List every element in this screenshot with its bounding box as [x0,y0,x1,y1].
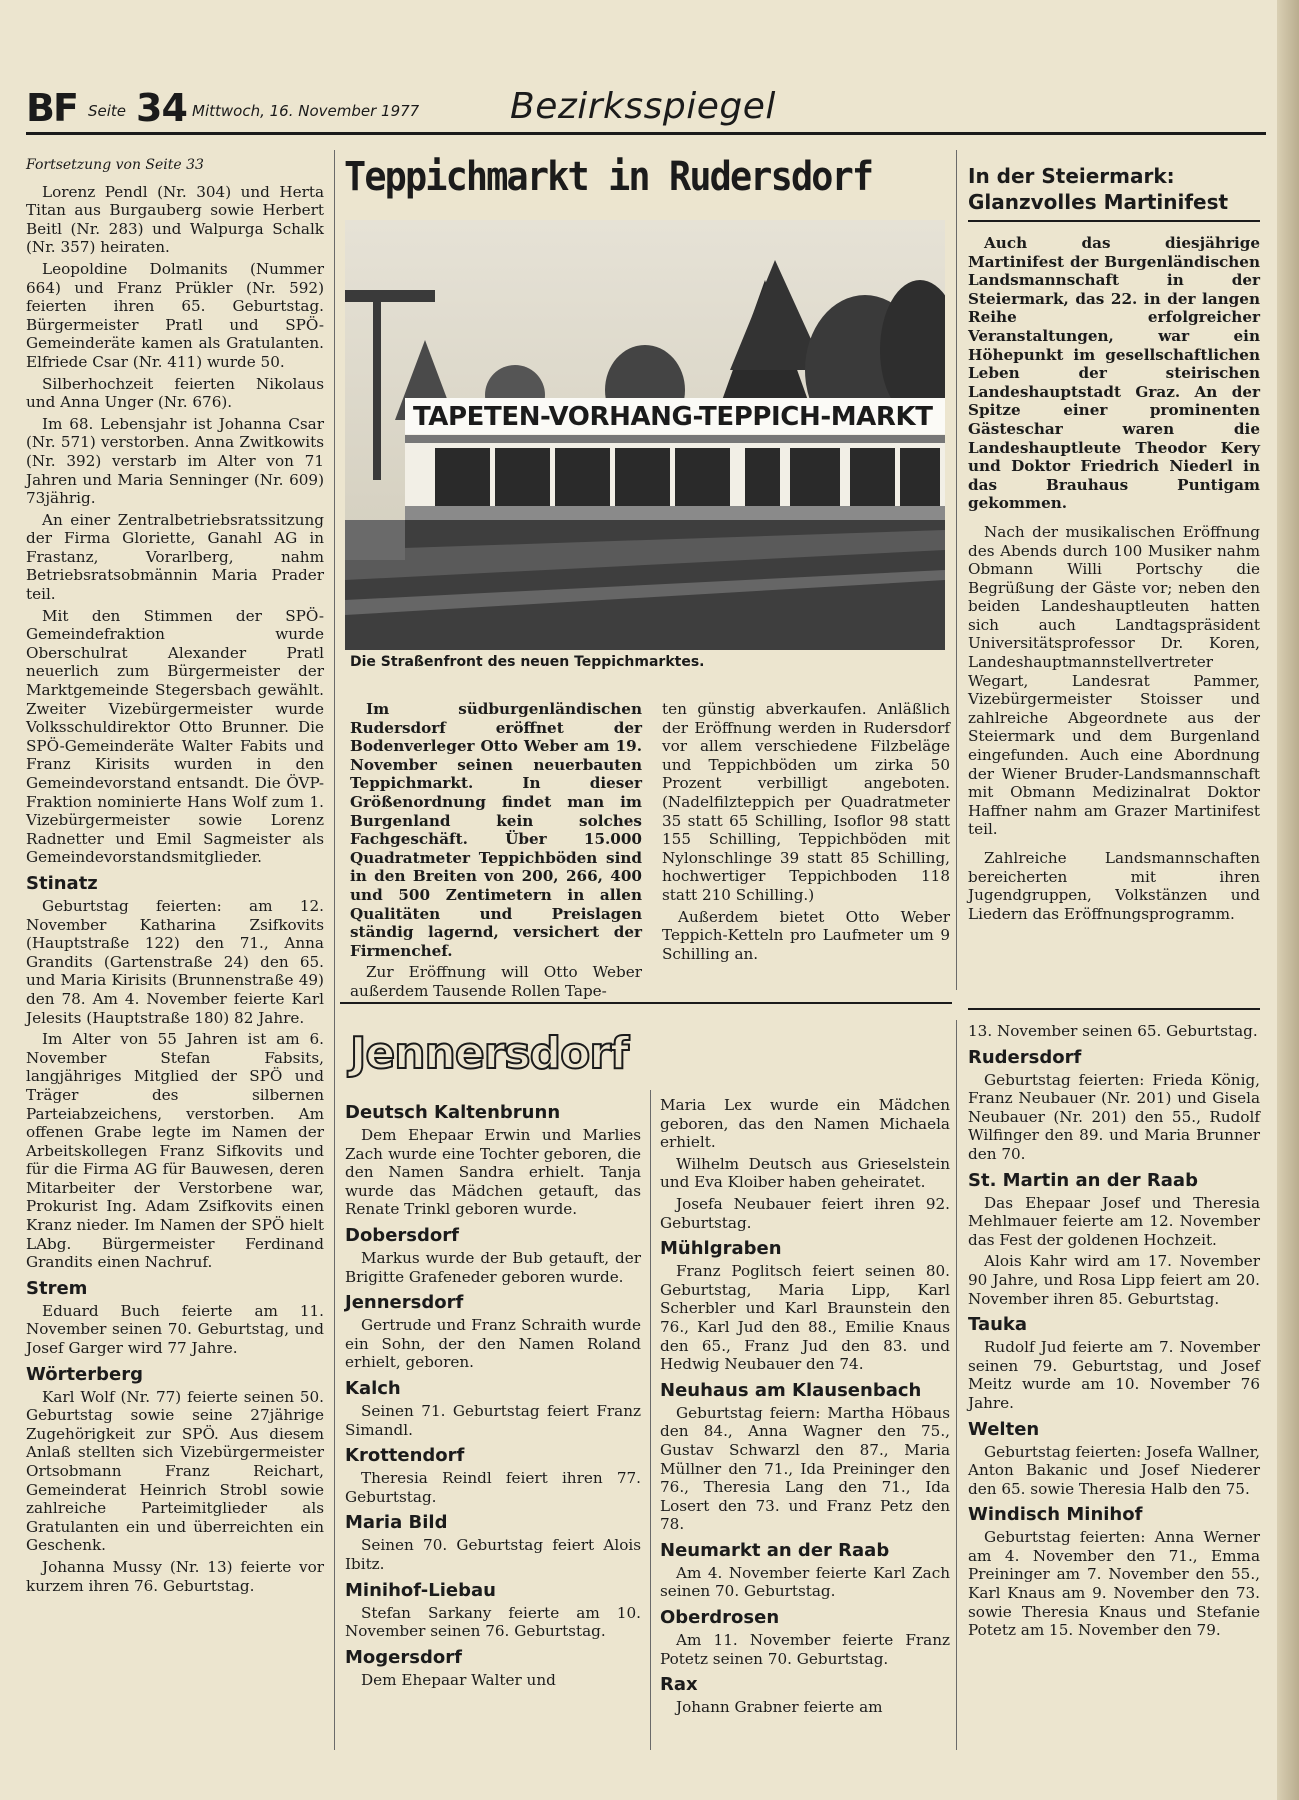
locality-paragraph: Rudolf Jud feierte am 7. November seinen 79. Geburtstag, und Josef Meitz wurde am 10. November 76 Jahre. [968,1338,1260,1412]
locality-paragraph: Seinen 70. Geburtstag feiert Alois Ibitz. [345,1536,641,1573]
right-headline: In der Steiermark: Glanzvolles Martinifest [968,164,1229,214]
article-lead: Im südburgenländischen Rudersdorf eröffnet der Bodenverleger Otto Weber am 19. November seinen neuerbauten Teppichmarkt. In dieser Größenordnung findet man im Burgenland kein solches Fachgeschäft. Über 15.000 Quadratmeter Teppichböden sind in den Breiten von 200, 266, 400 und 500 Zentimetern in allen Qualitäten und Preislagen ständig lagernd, versichert der Firmenchef. [350,700,642,960]
paragraph: Im 68. Lebensjahr ist Johanna Csar (Nr. 571) verstorben. Anna Zwitkowits (Nr. 392) verstarb im Alter von 71 Jahren und Maria Senninger (Nr. 609) 73jährig. [26,414,324,508]
article-paragraph: ten günstig abverkaufen. Anläßlich der Eröffnung werden in Rudersdorf vor allem verschiedene Filzbeläge und Teppichböden um zirka 50 Prozent verbilligt angeboten. (Nadelfilzteppich per Quadratmeter 35 statt 65 Schilling, Isoflor 98 statt 155 Schilling, Teppichböden mit Nylonschlinge 39 statt 85 Schilling, hochwertiger Teppichboden 118 statt 210 Schilling.) [662,700,950,904]
locality-heading: Krottendorf [345,1445,465,1467]
locality-paragraph: Stefan Sarkany feierte am 10. November seinen 76. Geburtstag. [345,1603,641,1641]
page-number: 34 [136,86,187,130]
locality-heading: Welten [968,1418,1040,1440]
locality-paragraph: Dem Ehepaar Walter und [361,1670,556,1689]
locality-paragraph: Das Ehepaar Josef und Theresia Mehlmauer feierte am 12. November das Fest der goldenen Hochzeit. [968,1193,1260,1249]
locality-heading: Deutsch Kaltenbrunn [345,1102,561,1123]
locality-heading: St. Martin an der Raab [968,1169,1198,1191]
left-paragraphs [26,183,324,867]
locality-heading: Jennersdorf [345,1292,464,1314]
locality-heading: Tauka [968,1314,1028,1336]
heading-stinatz: Stinatz [26,872,98,894]
right-lead: Auch das diesjährige Martinifest der Burgenländischen Landsmannschaft in der Steiermark, das 22. in der langen Reihe erfolgreicher Veranstaltungen, war ein Höhepunkt im gesellschaftlichen Leben der steirischen Landeshauptstadt Graz. An der Spitze einer prominenten Gästeschar waren die Landeshauptleute Theodor Kery und Doktor Friedrich Niederl in das Brauhaus Puntigam gekommen. [968,234,1260,513]
right-column [968,234,1260,926]
locality-heading: Kalch [345,1377,401,1399]
locality-paragraph: Geburtstag feierten: Anna Werner am 4. November den 71., Emma Preininger am 7. November den 55., Karl Knaus am 9. November den 73. sowie Theresia Knaus und Stefanie Potetz am 15. November den 79. [968,1528,1260,1640]
column-divider-right [956,150,957,990]
locality-heading: Rudersdorf [968,1046,1082,1068]
paragraph: Lorenz Pendl (Nr. 304) und Herta Titan aus Burgauberg sowie Herbert Beitl (Nr. 283) und Walpurga Schalk (Nr. 357) heiraten. [26,182,324,257]
locality-paragraph: 13. November seinen 65. Geburtstag. [968,1022,1258,1040]
locality-heading: Windisch Minihof [968,1504,1143,1526]
jennersdorf-column-3 [968,1022,1260,1643]
locality-heading: Maria Bild [345,1512,448,1534]
paragraph: Geburtstag feierten: am 12. November Katharina Zsifkovits (Hauptstraße 122) den 71., Anna Grandits (Gartenstraße 24) den 65. und Maria Kirisits (Brunnenstraße 49) den 78. Am 4. November feierte Karl Jelesits (Hauptstraße 180) 82 Jahre. [26,896,324,1027]
locality-paragraph: Seinen 71. Geburtstag feiert Franz Simandl. [345,1401,641,1439]
article-paragraph: Zur Eröffnung will Otto Weber außerdem Tausende Rollen Tape- [350,963,642,1000]
storefront-illustration [345,220,945,650]
jennersdorf-column-1 [345,1096,641,1692]
strem-paragraph: Eduard Buch feierte am 11. November seinen 70. Geburtstag, und Josef Garger wird 77 Jahre. [26,1301,324,1358]
jennersdorf-column-2 [660,1096,950,1720]
locality-heading: Neuhaus am Klausenbach [660,1379,922,1401]
locality-paragraph: Franz Poglitsch feiert seinen 80. Geburtstag, Maria Lipp, Karl Scherbler und Karl Braunstein den 76., Karl Jud den 88., Emilie Knaus den 65., Franz Jud den 83. und Hedwig Neubauer den 74. [660,1262,950,1374]
jennersdorf-banner: Jennersdorf [350,1028,629,1079]
paragraph: Johanna Mussy (Nr. 13) feierte vor kurzem ihren 76. Geburtstag. [26,1557,324,1595]
paragraph: Im Alter von 55 Jahren ist am 6. November Stefan Fabsits, langjähriges Mitglied der SPÖ und Träger des silbernen Parteiabzeichens, verstorben. Am offenen Grabe legte im Namen der Arbeitskollegen Franz Sifkovits und für die Firma AG für Bauwesen, deren Mitarbeiter der Verstorbene war, Prokurist Ing. Adam Zsifkovits einen Kranz nieder. Im Namen der SPÖ hielt LAbg. Bürgermeister Ferdinand Grandits einen Nachruf. [26,1030,324,1272]
locality-paragraph: Markus wurde der Bub getauft, der Brigitte Grafeneder geboren wurde. [345,1248,641,1286]
locality-paragraph: Alois Kahr wird am 17. November 90 Jahre, und Rosa Lipp feiert am 20. November ihren 85. Geburtstag. [968,1252,1260,1308]
locality-heading: Rax [660,1674,698,1696]
locality-heading: Mogersdorf [345,1646,462,1668]
jennersdorf-top-rule [340,1002,952,1004]
heading-strem: Strem [26,1277,88,1299]
locality-paragraph: Dem Ehepaar Erwin und Marlies Zach wurde eine Tochter geboren, die den Namen Sandra erhielt. Tanja wurde das Mädchen getauft, das Renate Trinkl geboren wurde. [345,1126,641,1219]
woerterberg-paragraphs [26,1388,324,1596]
right-bottom-rule [968,1008,1260,1010]
locality-paragraph: Theresia Reindl feiert ihren 77. Geburtstag. [345,1469,641,1506]
header-rule [26,132,1266,135]
article-headline: Teppichmarkt in Rudersdorf [344,154,873,200]
page-label: Seite [88,102,127,120]
issue-date: Mittwoch, 16. November 1977 [192,102,420,120]
section-title: Bezirksspiegel [510,86,776,127]
locality-paragraph: Am 11. November feierte Franz Potetz seinen 70. Geburtstag. [660,1631,950,1668]
locality-paragraph: Wilhelm Deutsch aus Grieselstein und Eva Kloiber haben geheiratet. [660,1154,950,1192]
right-paragraph: Nach der musikalischen Eröffnung des Abends durch 100 Musiker nahm Obmann Willi Portschy die Begrüßung der Gäste vor; neben den beiden Landeshauptleuten hatten sich auch Landtagspräsident Universitätsprofessor Dr. Koren, Landeshauptmannstellvertreter Wegart, Landesrat Pammer, Vizebürgermeister Stoisser und zahlreiche Abgeordnete aus der Steiermark und dem Burgenland eingefunden. Auch eine Abordnung der Wiener Bruder-Landsmannschaft mit Obmann Medizinalrat Doktor Haffner nahm am Grazer Martinifest teil. [968,522,1260,839]
paragraph: Mit den Stimmen der SPÖ-Gemeindefraktion wurde Oberschulrat Alexander Pratl neuerlich zum Bürgermeister der Marktgemeinde Stegersbach gewählt. Zweiter Vizebürgermeister wurde Volksschuldirektor Otto Brunner. Die SPÖ-Gemeinderäte Walter Fabits und Franz Kirisits wurden in den Gemeindevorstand entsandt. Die ÖVP-Fraktion nominierte Hans Wolf zum 1. Vizebürgermeister sowie Lorenz Radnetter und Emil Sagmeister als Gemeindevorstandsmitglieder. [26,606,324,867]
jennersdorf-divider-2 [956,1020,957,1750]
locality-heading: Oberdrosen [660,1607,780,1629]
locality-paragraph: Geburtstag feierten: Josefa Wallner, Anton Bakanic und Josef Niederer den 65. sowie Theresia Halb den 75. [968,1442,1260,1498]
paragraph: Leopoldine Dolmanits (Nummer 664) und Franz Prükler (Nr. 592) feierten ihren 65. Geburtstag. Bürgermeister Pratl und SPÖ-Gemeinderäte kamen als Gratulanten. Elfriede Csar (Nr. 411) wurde 50. [26,259,324,371]
storefront-photo [345,220,945,650]
locality-paragraph: Maria Lex wurde ein Mädchen geboren, das den Namen Michaela erhielt. [660,1096,950,1152]
locality-paragraph: Geburtstag feiern: Martha Höbaus den 84., Anna Wagner den 75., Gustav Schwarzl den 87., Maria Müllner den 71., Ida Preininger den 76., Theresia Lang den 71., Ida Losert den 73. und Franz Petz den 78. [660,1403,950,1534]
article-column-1 [350,700,642,1004]
locality-heading: Dobersdorf [345,1224,459,1246]
jennersdorf-divider-1 [650,1090,651,1750]
right-headline-rule [968,220,1260,222]
paragraph: An einer Zentralbetriebsratssitzung der Firma Gloriette, Ganahl AG in Frastanz, Vorarlberg, nahm Betriebsratsobmännin Maria Prader teil. [26,510,324,604]
locality-paragraph: Am 4. November feierte Karl Zach seinen 70. Geburtstag. [660,1563,950,1601]
paragraph: Karl Wolf (Nr. 77) feierte seinen 50. Geburtstag sowie seine 27jährige Zugehörigkeit zur SPÖ. Aus diesem Anlaß stellten sich Vizebürgermeister Ortsobmann Franz Reichart, Gemeinderat Heinrich Strobl sowie zahlreiche Parteimitglieder als Gratulanten ein und überreichten ein Geschenk. [26,1387,324,1555]
locality-paragraph: Geburtstag feierten: Frieda König, Franz Neubauer (Nr. 201) und Gisela Neubauer (Nr. 201) den 55., Rudolf Wilfinger den 89. und Maria Brunner den 70. [968,1070,1260,1163]
locality-heading: Minihof-Liebau [345,1579,496,1601]
brand-logo: BF [26,86,77,130]
article-column-2 [662,700,950,966]
paragraph: Silberhochzeit feierten Nikolaus und Anna Unger (Nr. 676). [26,374,324,412]
page-spine-edge [1277,0,1299,1800]
left-column [26,156,324,1598]
locality-paragraph: Gertrude und Franz Schraith wurde ein Sohn, der den Namen Roland erhielt, geboren. [345,1316,641,1372]
photo-caption: Die Straßenfront des neuen Teppichmarktes. [350,654,705,670]
page-header [26,86,1266,136]
article-paragraph: Außerdem bietet Otto Weber Teppich-Ketteln pro Laufmeter um 9 Schilling an. [662,907,950,963]
locality-paragraph: Johann Grabner feierte am [676,1698,883,1717]
heading-woerterberg: Wörterberg [26,1363,143,1385]
column-divider-left [334,150,335,1750]
right-paragraph: Zahlreiche Landsmannschaften bereicherten mit ihren Jugendgruppen, Volkstänzen und Liedern das Eröffnungsprogramm. [968,849,1260,923]
stinatz-paragraphs [26,897,324,1272]
locality-paragraph: Josefa Neubauer feiert ihren 92. Geburtstag. [660,1194,950,1232]
locality-heading: Neumarkt an der Raab [660,1539,890,1561]
locality-heading: Mühlgraben [660,1238,782,1260]
continued-note: Fortsetzung von Seite 33 [26,157,204,173]
storefront-sign: TAPETEN-VORHANG-TEPPICH-MARKT [413,402,933,432]
